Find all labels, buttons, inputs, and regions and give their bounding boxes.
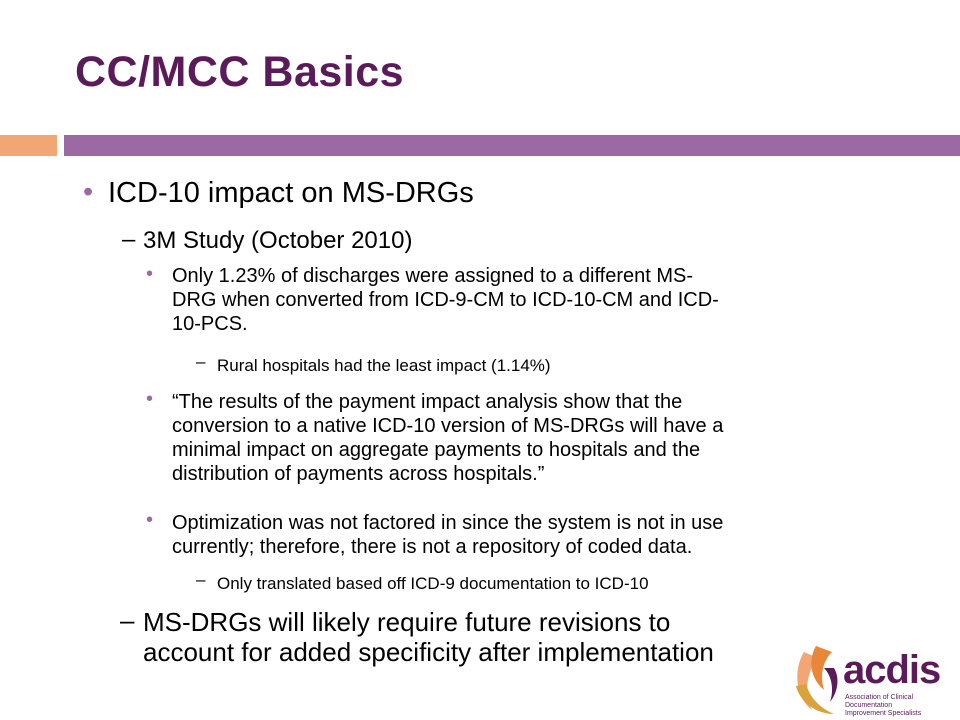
study-point1-line3: 10-PCS.: [172, 313, 248, 335]
bullet-l1-text: ICD-10 impact on MS-DRGs: [108, 177, 474, 209]
sub-study-text: 3M Study (October 2010): [143, 227, 413, 254]
study-point1-sub: Rural hospitals had the least impact (1.14%): [217, 356, 551, 375]
study-point3-sub: Only translated based off ICD-9 documentation to ICD-10: [217, 574, 649, 593]
dash-icon: –: [196, 570, 206, 589]
study-point2-line1: “The results of the payment impact analysis show that the: [172, 391, 683, 413]
dash-icon: –: [120, 605, 135, 635]
study-point2-line4: distribution of payments across hospitals.”: [172, 463, 545, 485]
acdis-logo-text: acdis: [843, 648, 941, 692]
acdis-subtitle-line1: Association of Clinical Documentation: [845, 694, 914, 709]
bullet-icon: •: [83, 176, 94, 208]
study-point3-line1: Optimization was not factored in since the system is not in use: [172, 512, 724, 534]
study-point1-line2: DRG when converted from ICD-9-CM to ICD-10-CM and ICD-: [172, 289, 719, 311]
sub-future-line1: MS-DRGs will likely require future revisions to: [143, 607, 671, 637]
study-point3-line2: currently; therefore, there is not a repository of coded data.: [172, 536, 693, 558]
dash-icon: –: [196, 352, 206, 371]
bullet-icon: •: [146, 263, 154, 285]
study-point2-line3: minimal impact on aggregate payments to hospitals and the: [172, 439, 701, 461]
bullet-icon: •: [146, 509, 154, 531]
acdis-logo-subtitle: [845, 694, 960, 718]
sub-future-line2: account for added specificity after implementation: [143, 637, 714, 667]
study-point2-line2: conversion to a native ICD-10 version of MS-DRGs will have a: [172, 415, 724, 437]
acdis-subtitle-line2: Improvement Specialists: [845, 710, 922, 717]
study-point1-line1: Only 1.23% of discharges were assigned to a different MS-: [172, 265, 694, 287]
bullet-icon: •: [146, 388, 154, 410]
slide-title: CC/MCC Basics: [75, 48, 405, 96]
dash-icon: –: [122, 226, 136, 253]
